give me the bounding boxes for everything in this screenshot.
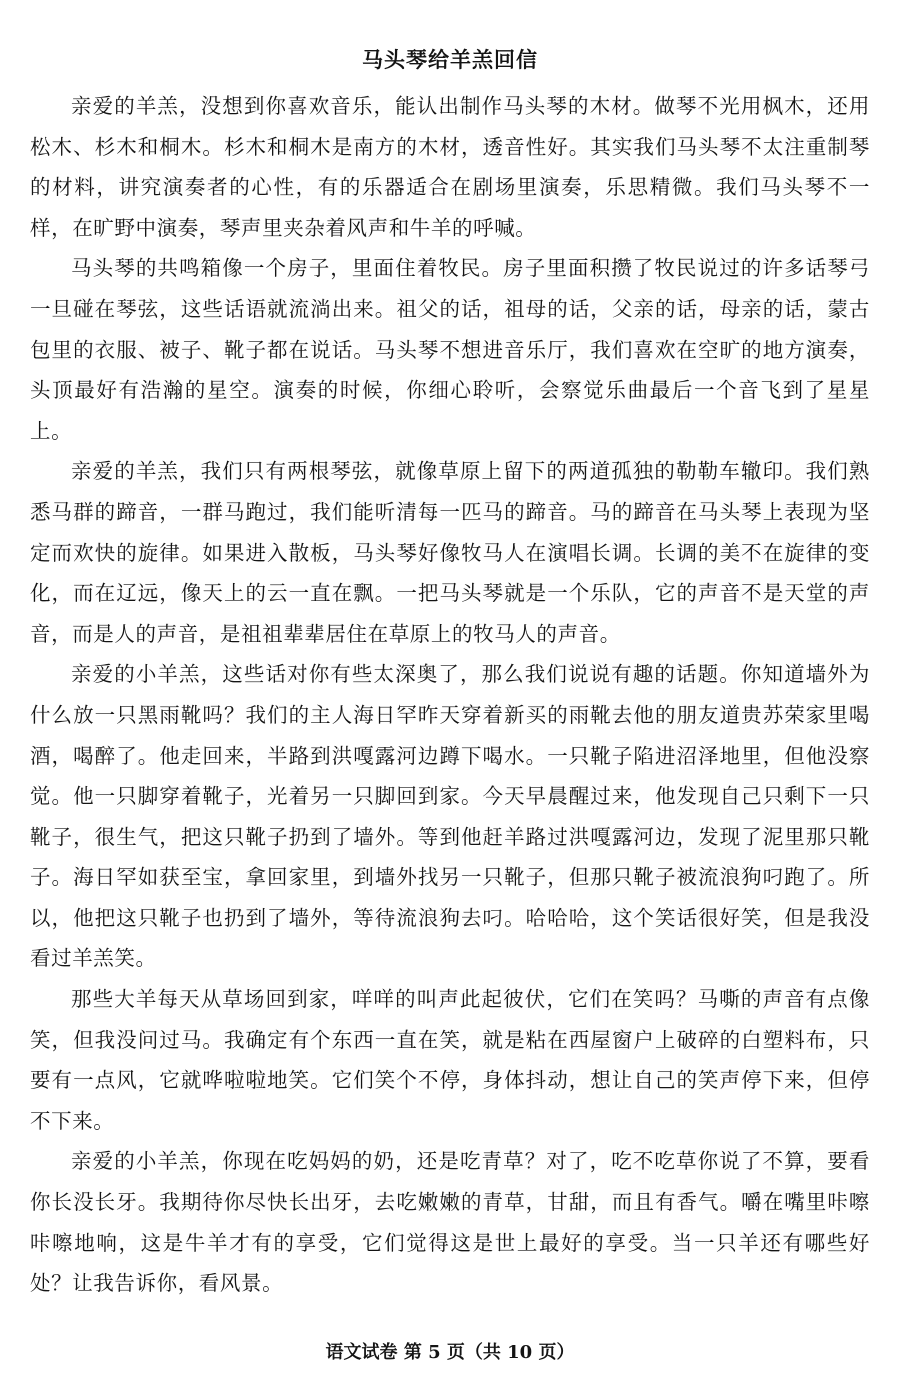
paragraph-6: 亲爱的小羊羔，你现在吃妈妈的奶，还是吃青草？对了，吃不吃草你说了不算，要看你长没长牙。我期待你尽快长出牙，去吃嫩嫩的青草，甘甜，而且有香气。嚼在嘴里咔嚓咔嚓地响，这是牛羊才有的享受，它们觉得这是世上最好的享受。当一只羊还有哪些好处？让我告诉你，看风景。: [30, 1149, 870, 1296]
article-title: 马头琴给羊羔回信: [362, 47, 538, 72]
paragraph-2: 马头琴的共鸣箱像一个房子，里面住着牧民。房子里面积攒了牧民说过的许多话琴弓一旦碰在琴弦，这些话语就流淌出来。祖父的话，祖母的话，父亲的话，母亲的话，蒙古包里的衣服、被子、靴子都在说话。马头琴不想进音乐厅，我们喜欢在空旷的地方演奏，头顶最好有浩瀚的星空。演奏的时候，你细心聆听，会察觉乐曲最后一个音飞到了星星上。: [30, 256, 870, 443]
paragraph-1: 亲爱的羊羔，没想到你喜欢音乐，能认出制作马头琴的木材。做琴不光用枫木，还用松木、杉木和桐木。杉木和桐木是南方的木材，透音性好。其实我们马头琴不太注重制琴的材料，讲究演奏者的心性，有的乐器适合在剧场里演奏，乐思精微。我们马头琴不一样，在旷野中演奏，琴声里夹杂着风声和牛羊的呼喊。: [30, 94, 870, 240]
article-body: [30, 86, 870, 1304]
paragraph-5: 那些大羊每天从草场回到家，咩咩的叫声此起彼伏，它们在笑吗？马嘶的声音有点像笑，但我没问过马。我确定有个东西一直在笑，就是粘在西屋窗户上破碎的白塑料布，只要有一点风，它就哗啦啦地笑。它们笑个不停，身体抖动，想让自己的笑声停下来，但停不下来。: [30, 987, 870, 1133]
paragraph-4: 亲爱的小羊羔，这些话对你有些太深奥了，那么我们说说有趣的话题。你知道墙外为什么放一只黑雨靴吗？我们的主人海日罕昨天穿着新买的雨靴去他的朋友道贵苏荣家里喝酒，喝醉了。他走回来，半路到洪嘎露河边蹲下喝水。一只靴子陷进沼泽地里，但他没察觉。他一只脚穿着靴子，光着另一只脚回到家。今天早晨醒过来，他发现自己只剩下一只靴子，很生气，把这只靴子扔到了墙外。等到他赶羊路过洪嘎露河边，发现了泥里那只靴子。海日罕如获至宝，拿回家里，到墙外找另一只靴子，但那只靴子被流浪狗叼跑了。所以，他把这只靴子也扔到了墙外，等待流浪狗去叼。哈哈哈，这个笑话很好笑，但是我没看过羊羔笑。: [30, 662, 870, 971]
paragraph-3: 亲爱的羊羔，我们只有两根琴弦，就像草原上留下的两道孤独的勒勒车辙印。我们熟悉马群的蹄音，一群马跑过，我们能听清每一匹马的蹄音。马的蹄音在马头琴上表现为坚定而欢快的旋律。如果进入散板，马头琴好像牧马人在演唱长调。长调的美不在旋律的变化，而在辽远，像天上的云一直在飘。一把马头琴就是一个乐队，它的声音不是天堂的声音，而是人的声音，是祖祖辈辈居住在草原上的牧马人的声音。: [30, 459, 870, 646]
page-footer: 语文试卷 第 5 页（共 10 页）: [325, 1342, 575, 1363]
